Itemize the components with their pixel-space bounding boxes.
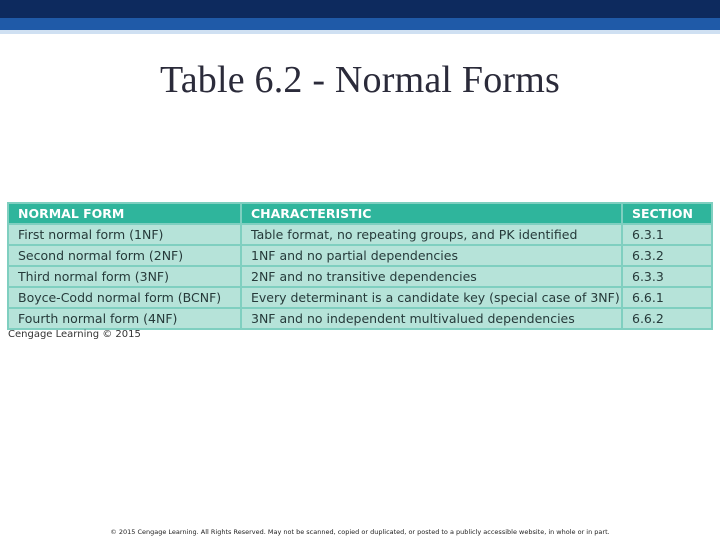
cell-section: 6.6.2 — [622, 308, 712, 329]
copyright-footer: © 2015 Cengage Learning. All Rights Reserved. May not be scanned, copied or duplicated, or posted to a publicly accessible website, in whole or in part. — [110, 528, 610, 536]
top-banner-stripe — [0, 18, 720, 30]
table-row — [8, 287, 712, 308]
cell-characteristic: 1NF and no partial dependencies — [241, 245, 622, 266]
cell-section: 6.3.2 — [622, 245, 712, 266]
cell-characteristic: Every determinant is a candidate key (special case of 3NF) — [241, 287, 622, 308]
header-normal-form: NORMAL FORM — [8, 203, 241, 224]
slide-title: Table 6.2 - Normal Forms — [159, 59, 560, 101]
cell-normal-form: First normal form (1NF) — [8, 224, 241, 245]
cell-characteristic: Table format, no repeating groups, and PK identified — [241, 224, 622, 245]
cell-section: 6.6.1 — [622, 287, 712, 308]
header-section: SECTION — [622, 203, 712, 224]
cell-normal-form: Boyce-Codd normal form (BCNF) — [8, 287, 241, 308]
cell-normal-form: Second normal form (2NF) — [8, 245, 241, 266]
table-header-row — [8, 203, 712, 224]
normal-forms-table — [7, 202, 713, 330]
cell-section: 6.3.3 — [622, 266, 712, 287]
table-credit: Cengage Learning © 2015 — [8, 329, 141, 340]
cell-section: 6.3.1 — [622, 224, 712, 245]
table-row — [8, 224, 712, 245]
cell-normal-form: Fourth normal form (4NF) — [8, 308, 241, 329]
table-row — [8, 266, 712, 287]
top-banner-accent — [0, 30, 720, 34]
cell-characteristic: 2NF and no transitive dependencies — [241, 266, 622, 287]
header-characteristic: CHARACTERISTIC — [241, 203, 622, 224]
top-banner — [0, 0, 720, 18]
cell-characteristic: 3NF and no independent multivalued dependencies — [241, 308, 622, 329]
table-row — [8, 245, 712, 266]
table-row — [8, 308, 712, 329]
cell-normal-form: Third normal form (3NF) — [8, 266, 241, 287]
